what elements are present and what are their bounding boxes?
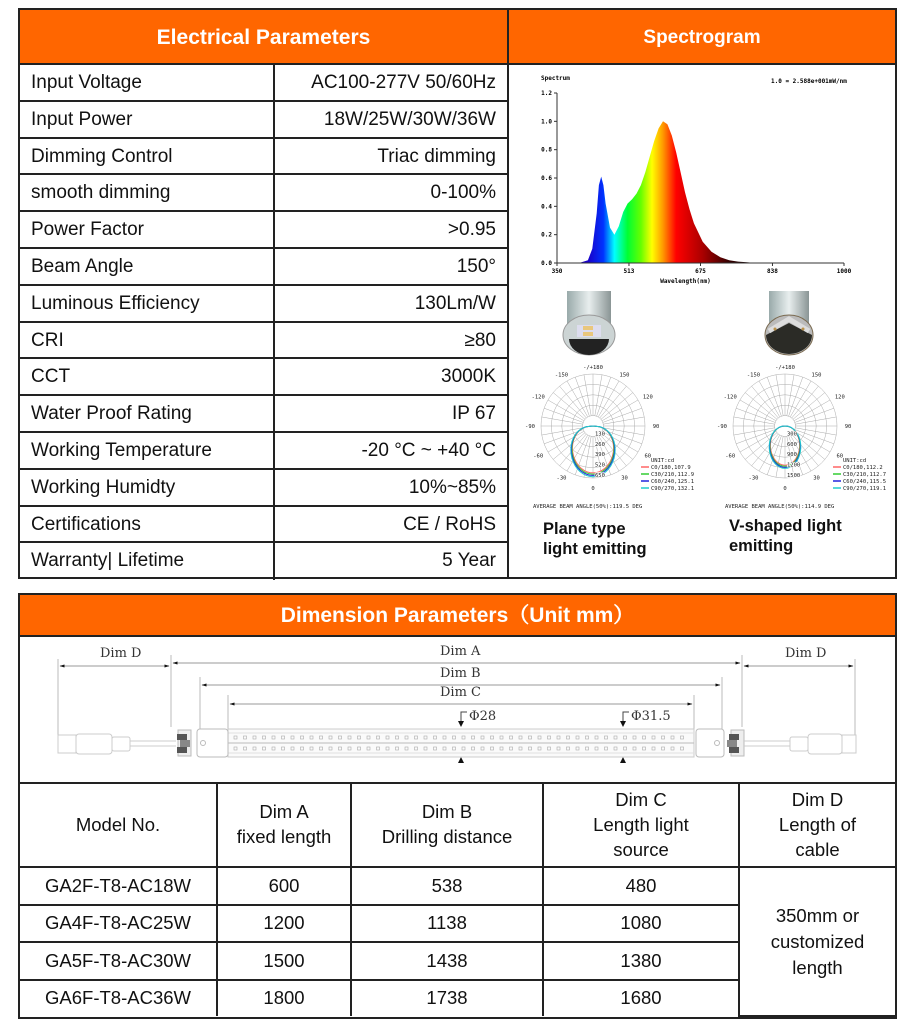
angle-tick-label: 120 <box>642 394 653 401</box>
parameter-row <box>20 65 507 102</box>
angle-tick-label: 0 <box>591 486 595 492</box>
angle-tick-label: -90 <box>717 424 727 430</box>
parameter-value: CE / RoHS <box>403 513 496 535</box>
table-header-row <box>20 782 895 867</box>
parameter-label: Input Power <box>20 102 275 137</box>
header-text: Dim B <box>421 801 473 822</box>
legend-label: C30/210,112.9 <box>651 472 695 478</box>
parameter-label: Input Voltage <box>20 65 275 100</box>
cell-dim-a: 1200 <box>217 905 351 943</box>
x-tick-label: 350 <box>551 268 563 275</box>
diameter-28-label: Φ28 <box>469 709 497 724</box>
parameter-row <box>20 323 507 360</box>
dim-d-text: length <box>792 956 843 978</box>
parameter-label: Working Temperature <box>20 433 275 468</box>
radial-tick-label: 130 <box>595 431 605 438</box>
caption-line: V-shaped light <box>729 517 842 535</box>
parameter-row <box>20 286 507 323</box>
parameter-row <box>20 433 507 470</box>
y-tick-label: 0.8 <box>541 146 552 154</box>
header-text: Length light <box>593 813 689 835</box>
y-tick-label: 1.2 <box>541 90 552 97</box>
y-tick-label: 1.0 <box>541 118 552 126</box>
cell-model: GA2F-T8-AC18W <box>20 867 217 905</box>
beam-angle-text: AVERAGE BEAM ANGLE(50%):119.5 DEG <box>533 504 643 510</box>
header-model-no <box>20 782 217 867</box>
parameter-label: smooth dimming <box>20 175 275 210</box>
radial-tick-label: 900 <box>787 452 797 459</box>
header-dim-a <box>217 782 351 867</box>
cell-dim-a: 600 <box>217 867 351 905</box>
header-dim-b <box>351 782 543 867</box>
angle-tick-label: 90 <box>652 424 660 430</box>
dimension-drawing <box>20 637 895 784</box>
cell-dim-a: 1800 <box>217 980 351 1017</box>
header-text: Length of <box>778 813 857 835</box>
v-shaped-tube-image <box>749 291 829 357</box>
parameter-row <box>20 396 507 433</box>
cell-model: GA5F-T8-AC30W <box>20 942 217 980</box>
dim-b-label: Dim B <box>440 666 481 681</box>
radial-tick-label: 390 <box>595 452 605 459</box>
y-tick-label: 0.2 <box>541 231 552 239</box>
angle-tick-label: -/+180 <box>775 365 795 371</box>
x-tick-label: 513 <box>623 268 635 275</box>
angle-tick-label: 150 <box>811 372 822 379</box>
y-tick-label: 0.6 <box>541 175 552 182</box>
legend-label: C60/240,125.1 <box>651 479 695 485</box>
cell-model: GA6F-T8-AC36W <box>20 980 217 1017</box>
dimension-parameters-panel <box>18 593 897 1019</box>
cell-model: GA4F-T8-AC25W <box>20 905 217 943</box>
beam-angle-text: AVERAGE BEAM ANGLE(50%):114.9 DEG <box>725 504 835 510</box>
caption-plane-type <box>543 519 647 559</box>
cell-dim-c: 1380 <box>543 942 739 980</box>
legend-label: C0/180,107.9 <box>651 465 691 471</box>
cell-dim-b: 1138 <box>351 905 543 943</box>
angle-tick-label: -120 <box>531 394 545 401</box>
chart-annotation: 1.0 = 2.588e+001mW/nm <box>771 78 847 85</box>
angle-tick-label: 30 <box>621 475 628 482</box>
parameter-label: CCT <box>20 359 275 394</box>
angle-tick-label: 60 <box>836 453 844 460</box>
legend-label: C60/240,115.5 <box>843 479 887 485</box>
parameter-row <box>20 175 507 212</box>
spectrogram-panel <box>507 8 897 579</box>
cell-dim-c: 480 <box>543 867 739 905</box>
dimension-table <box>20 782 895 1017</box>
angle-tick-label: 90 <box>844 424 852 430</box>
unit-label: UNIT:cd <box>651 458 675 464</box>
header-text: cable <box>795 838 840 860</box>
caption-line: emitting <box>729 537 794 555</box>
dim-d-text: customized <box>770 930 865 952</box>
chart-title: Spectrum <box>541 75 570 82</box>
tube-drawing <box>20 637 895 782</box>
angle-tick-label: -30 <box>556 475 567 482</box>
header-text: Model No. <box>75 813 161 835</box>
header-dim-c <box>543 782 739 867</box>
legend-label: C90/270,119.1 <box>843 486 887 492</box>
legend-label: C30/210,112.7 <box>843 472 887 478</box>
cell-dim-b: 538 <box>351 867 543 905</box>
parameter-label: Warranty| Lifetime <box>20 543 275 580</box>
y-tick-label: 0.4 <box>541 203 552 211</box>
x-axis-label: Wavelength(nm) <box>660 278 711 285</box>
cell-dim-b: 1738 <box>351 980 543 1017</box>
parameter-label: CRI <box>20 323 275 358</box>
header-text: Dim D <box>791 788 844 810</box>
parameter-value: 10%~85% <box>408 476 496 498</box>
parameter-label: Dimming Control <box>20 139 275 174</box>
caption-v-shaped <box>729 516 842 556</box>
radial-tick-label: 260 <box>595 441 605 448</box>
parameter-value: AC100-277V 50/60Hz <box>311 72 496 93</box>
unit-label: UNIT:cd <box>843 458 867 464</box>
angle-tick-label: -30 <box>748 475 759 482</box>
parameter-label: Beam Angle <box>20 249 275 284</box>
header-dim-d <box>739 782 895 867</box>
x-tick-label: 675 <box>695 268 706 275</box>
parameter-value: 5 Year <box>442 550 496 572</box>
angle-tick-label: -90 <box>525 424 535 430</box>
angle-tick-label: 0 <box>783 486 787 492</box>
radial-tick-label: 1200 <box>787 462 801 469</box>
radial-tick-label: 1500 <box>787 473 801 479</box>
electrical-parameters-table <box>20 65 507 580</box>
parameter-label: Water Proof Rating <box>20 396 275 431</box>
parameter-row <box>20 212 507 249</box>
parameter-value: Triac dimming <box>377 145 496 167</box>
electrical-parameters-panel <box>18 8 509 579</box>
angle-tick-label: 30 <box>813 475 820 482</box>
plane-type-tube-image <box>549 291 629 357</box>
parameter-value: 0-100% <box>430 182 496 204</box>
parameter-value: 130Lm/W <box>414 292 496 314</box>
header-text: Dim A <box>259 801 309 822</box>
radial-tick-label: 600 <box>787 441 797 448</box>
parameter-value: 150° <box>456 255 496 277</box>
header-text: source <box>613 838 669 860</box>
cell-dim-b: 1438 <box>351 942 543 980</box>
parameter-row <box>20 249 507 286</box>
x-tick-label: 1000 <box>836 268 852 275</box>
parameter-label: Power Factor <box>20 212 275 247</box>
dimension-parameters-title: Dimension Parameters（Unit mm） <box>20 595 895 637</box>
angle-tick-label: -60 <box>725 453 736 460</box>
parameter-row <box>20 470 507 507</box>
tube-body <box>228 729 694 757</box>
cell-dim-a: 1500 <box>217 942 351 980</box>
parameter-value: >0.95 <box>447 219 496 241</box>
legend-label: C0/180,112.2 <box>843 465 883 471</box>
spectrogram-title: Spectrogram <box>509 10 895 65</box>
parameter-value: IP 67 <box>451 403 496 425</box>
angle-tick-label: -150 <box>746 372 761 379</box>
parameter-value: ≥80 <box>464 329 496 351</box>
angle-tick-label: 150 <box>619 372 630 379</box>
cell-dim-c: 1080 <box>543 905 739 943</box>
polar-diagram-plane-type <box>511 358 703 512</box>
cell-dim-c: 1680 <box>543 980 739 1017</box>
header-text: Drilling distance <box>381 826 513 847</box>
parameter-value: 3000K <box>441 366 496 388</box>
spectrum-area <box>557 121 844 263</box>
parameter-row <box>20 359 507 396</box>
radial-tick-label: 520 <box>595 462 605 469</box>
parameter-value: -20 °C ~ +40 °C <box>361 439 496 461</box>
header-text: fixed length <box>236 826 332 847</box>
dim-a-label: Dim A <box>440 644 481 659</box>
caption-line: Plane type <box>543 520 626 538</box>
angle-tick-label: -60 <box>533 453 544 460</box>
parameter-row <box>20 543 507 580</box>
caption-line: light emitting <box>543 540 647 558</box>
polar-diagram-v-shaped <box>703 358 895 512</box>
angle-tick-label: -150 <box>554 372 569 379</box>
header-text: Dim C <box>615 788 667 810</box>
spectrum-chart <box>509 67 895 289</box>
parameter-row <box>20 102 507 139</box>
dim-d-left-label: Dim D <box>100 646 142 661</box>
dim-c-label: Dim C <box>440 685 481 700</box>
x-tick-label: 838 <box>767 268 778 275</box>
cell-dim-d <box>739 867 895 1016</box>
electrical-parameters-title: Electrical Parameters <box>20 10 507 65</box>
parameter-row <box>20 139 507 176</box>
angle-tick-label: -120 <box>723 394 737 401</box>
dim-d-right-label: Dim D <box>785 646 827 661</box>
angle-tick-label: -/+180 <box>583 365 603 371</box>
parameter-row <box>20 507 507 544</box>
angle-tick-label: 60 <box>644 453 652 460</box>
table-row <box>20 867 895 905</box>
parameter-label: Luminous Efficiency <box>20 286 275 321</box>
parameter-label: Certifications <box>20 507 275 542</box>
diameter-31-5-label: Φ31.5 <box>631 709 671 724</box>
y-tick-label: 0.0 <box>541 260 552 267</box>
radial-tick-label: 300 <box>787 431 797 438</box>
legend-label: C90/270,132.1 <box>651 486 695 492</box>
dim-d-text: 350mm or <box>775 904 860 926</box>
parameter-value: 18W/25W/30W/36W <box>323 108 496 130</box>
radial-tick-label: 650 <box>595 473 605 479</box>
angle-tick-label: 120 <box>834 394 845 401</box>
parameter-label: Working Humidty <box>20 470 275 505</box>
